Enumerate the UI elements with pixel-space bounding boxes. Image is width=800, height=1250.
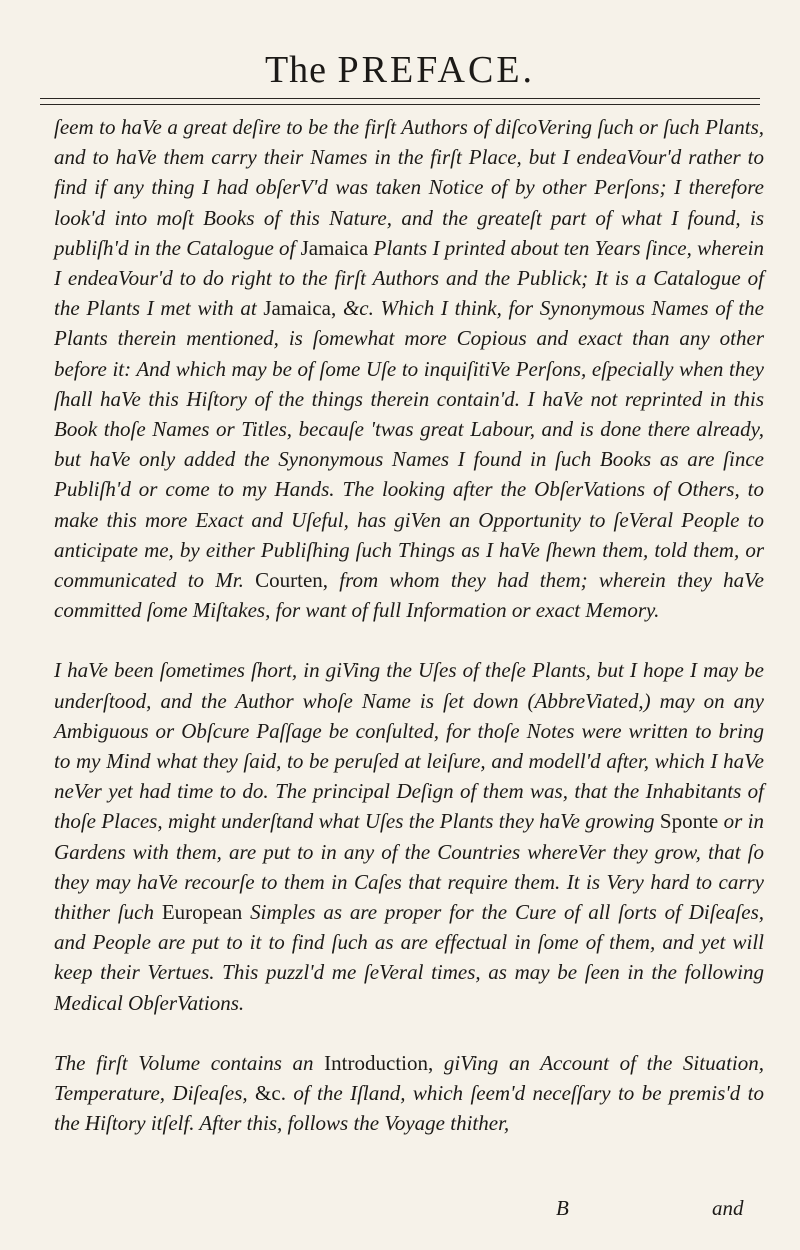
roman-text: Jamaica,	[263, 296, 337, 321]
page-footer	[0, 1196, 800, 1228]
signature-mark: B	[556, 1196, 569, 1220]
italic-text: &c. Which I think, for Synonymous Names of the Plants therein mentioned, is ſomewhat more Copious and exact than any other before it: And which may be of ſome Uſe to inquiſitiVe Perſons, eſpecially when they ſhall haVe this Hiſtory of the things therein contain'd. I haVe not reprinted in this Book thoſe Names or Titles, becauſe 'twas great Labour, and is done there already, but haVe only added the Synonymous Names I found in ſuch Books as are ſince Publiſh'd or come to my Hands. The looking after the ObſerVations of Others, to make this more Exact and Uſeful, has giVen an Opportunity to ſeVeral People to anticipate me, by either Publiſhing ſuch Things as I haVe ſhewn them, told them, or communicated to Mr.	[54, 296, 764, 593]
roman-text: Introduction,	[324, 1050, 434, 1075]
italic-text: I haVe been ſometimes ſhort, in giVing the Uſes of theſe Plants, but I hope I may be underſtood, and the Author whoſe Name is ſet down (AbbreViated,) may on any Ambiguous or Obſcure Paſſage be conſulted, for thoſe Notes were written to bring to my Mind what they ſaid, to be peruſed at leiſure, and modell'd after, which I haVe neVer yet had time to do. The principal Deſign of them was, that the Inhabitants of thoſe Places, might underſtand what Uſes the Plants they haVe growing	[54, 658, 764, 834]
roman-text: European	[161, 900, 243, 925]
italic-text: The firſt Volume contains an	[54, 1050, 325, 1075]
head-rule-thin	[40, 104, 760, 105]
italic-text: or in Gardens with them, are put to in any of the Countries whereVer they grow, that ſo they may haVe recourſe to them in Caſes that require them. It is Very hard to carry thither ſuch	[54, 809, 765, 925]
running-head-word: The	[264, 49, 328, 91]
roman-text: Jamaica	[300, 235, 369, 260]
italic-text: ſeem to haVe a great deſire to be the firſt Authors of diſcoVering ſuch or ſuch Plants, and to haVe them carry their Names in the firſt Place, but I endeaVour'd rather to find if any thing I had obſerV'd was taken Notice of by other Perſons; I therefore look'd into moſt Books of this Nature, and the greateſt part of what I found, is publiſh'd in the Catalogue of	[54, 115, 764, 260]
running-head	[0, 48, 800, 92]
preface-text	[54, 112, 764, 1139]
roman-text: Sponte	[659, 809, 719, 834]
italic-text: Simples as are proper for the Cure of all ſorts of Diſeaſes, and People are put to it to find ſuch as are effectual in ſome of them, and yet will keep their Vertues. This puzzl'd me ſeVeral times, as may be ſeen in the following Medical ObſerVations.	[54, 900, 764, 1015]
roman-text: &c.	[255, 1081, 286, 1106]
italic-text: Plants I printed about ten Years ſince, wherein I endeaVour'd to do right to the firſt Authors and the Publick; It is a Catalogue of the Plants I met with at	[54, 235, 764, 321]
italic-text: from whom they had them; wherein they haVe committed ſome Miſtakes, for want of full Information or exact Memory.	[54, 568, 765, 623]
paragraph	[54, 1048, 764, 1139]
paragraph	[54, 655, 764, 1017]
italic-text: of the Iſland, which ſeem'd neceſſary to be premis'd to the Hiſtory itſelf. After this, follows the Voyage thither,	[54, 1081, 764, 1136]
paragraph	[54, 112, 764, 625]
running-head-title: PREFACE.	[337, 49, 536, 91]
catchword: and	[712, 1196, 744, 1220]
roman-text: Courten,	[255, 568, 329, 593]
italic-text: giVing an Account of the Situation, Temperature, Diſeaſes,	[54, 1050, 764, 1106]
head-rule	[40, 98, 760, 99]
